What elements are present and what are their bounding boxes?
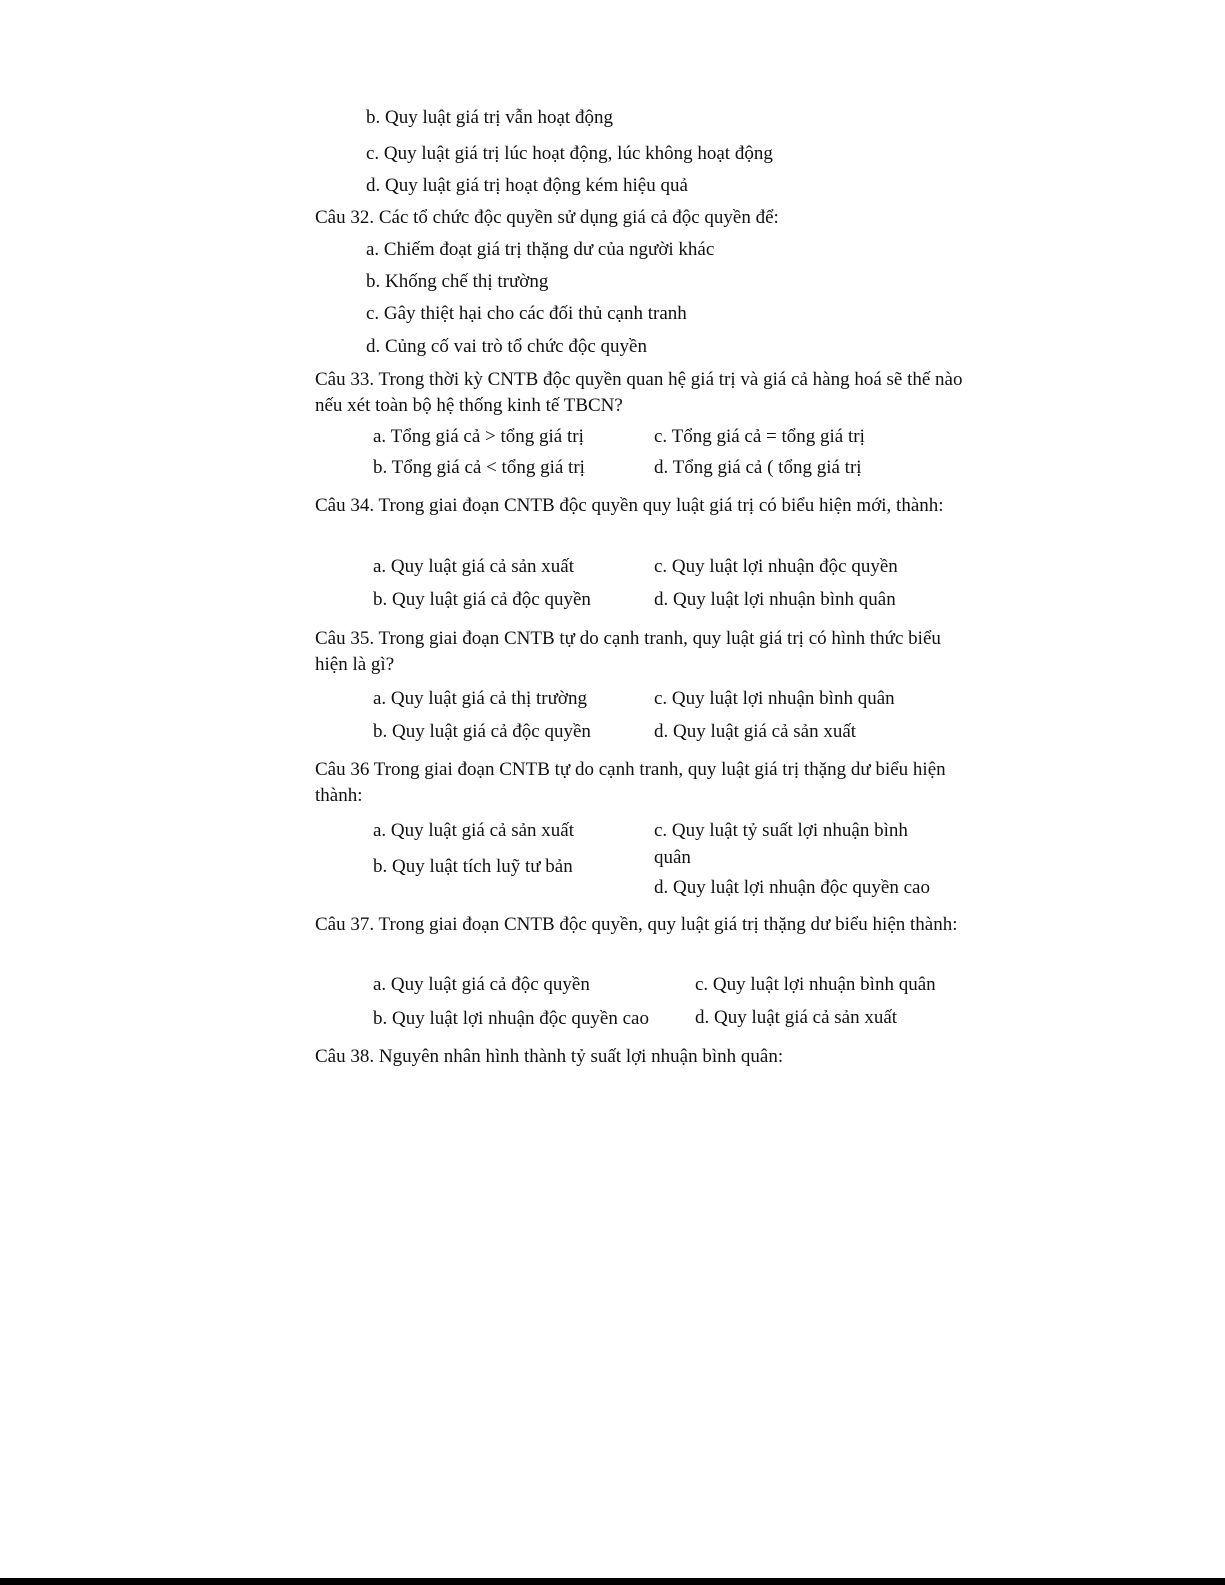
q33-question: Câu 33. Trong thời kỳ CNTB độc quyền quan hệ giá trị và giá cả hàng hoá sẽ thế nào nếu xét toàn bộ hệ thống kinh tế TBCN? [315, 369, 963, 416]
q34-option-c: c. Quy luật lợi nhuận độc quyền [654, 556, 898, 577]
q34-question: Câu 34. Trong giai đoạn CNTB độc quyền quy luật giá trị có biểu hiện mới, thành: [315, 495, 944, 516]
q32-option-d: d. Củng cố vai trò tổ chức độc quyền [366, 336, 647, 357]
q31-option-b: b. Quy luật giá trị vẫn hoạt động [366, 107, 613, 128]
q35-option-a: a. Quy luật giá cả thị trường [373, 688, 587, 709]
q36-option-b: b. Quy luật tích luỹ tư bản [373, 856, 573, 877]
q34-option-d: d. Quy luật lợi nhuận bình quân [654, 589, 896, 610]
q33-option-d: d. Tổng giá cả ( tổng giá trị [654, 457, 862, 478]
q36-option-c: c. Quy luật tỷ suất lợi nhuận bình [654, 820, 908, 841]
q38-question: Câu 38. Nguyên nhân hình thành tỷ suất lợi nhuận bình quân: [315, 1046, 784, 1067]
q36-question: Câu 36 Trong giai đoạn CNTB tự do cạnh tranh, quy luật giá trị thặng dư biểu hiện thành: [315, 759, 946, 806]
q32-option-c: c. Gây thiệt hại cho các đối thủ cạnh tranh [366, 303, 687, 324]
q37-option-d: d. Quy luật giá cả sản xuất [695, 1007, 898, 1028]
q31-option-c: c. Quy luật giá trị lúc hoạt động, lúc không hoạt động [366, 143, 773, 164]
q34-option-a: a. Quy luật giá cả sản xuất [373, 556, 575, 577]
q34-option-b: b. Quy luật giá cả độc quyền [373, 589, 591, 610]
q37-option-a: a. Quy luật giá cả độc quyền [373, 974, 590, 995]
q32-question: Câu 32. Các tổ chức độc quyền sử dụng giá cả độc quyền để: [315, 207, 779, 228]
q33-option-c: c. Tổng giá cả = tổng giá trị [654, 426, 865, 447]
q31-option-d: d. Quy luật giá trị hoạt động kém hiệu quả [366, 175, 688, 196]
page-bottom-border [0, 1578, 1225, 1585]
q32-option-b: b. Khống chế thị trường [366, 271, 549, 292]
q35-question: Câu 35. Trong giai đoạn CNTB tự do cạnh tranh, quy luật giá trị có hình thức biểu hiện là gì? [315, 628, 941, 675]
q35-option-c: c. Quy luật lợi nhuận bình quân [654, 688, 895, 709]
q36-option-d: d. Quy luật lợi nhuận độc quyền cao [654, 877, 930, 898]
q32-option-a: a. Chiếm đoạt giá trị thặng dư của người khác [366, 239, 715, 260]
q36-option-c-continued: quân [654, 847, 691, 868]
q37-option-b: b. Quy luật lợi nhuận độc quyền cao [373, 1008, 649, 1029]
q36-option-a: a. Quy luật giá cả sản xuất [373, 820, 575, 841]
q37-option-c: c. Quy luật lợi nhuận bình quân [695, 974, 936, 995]
q35-option-d: d. Quy luật giá cả sản xuất [654, 721, 857, 742]
q33-option-a: a. Tổng giá cả > tổng giá trị [373, 426, 584, 447]
q35-option-b: b. Quy luật giá cả độc quyền [373, 721, 591, 742]
q33-option-b: b. Tổng giá cả < tổng giá trị [373, 457, 585, 478]
q37-question: Câu 37. Trong giai đoạn CNTB độc quyền, quy luật giá trị thặng dư biểu hiện thành: [315, 914, 958, 935]
